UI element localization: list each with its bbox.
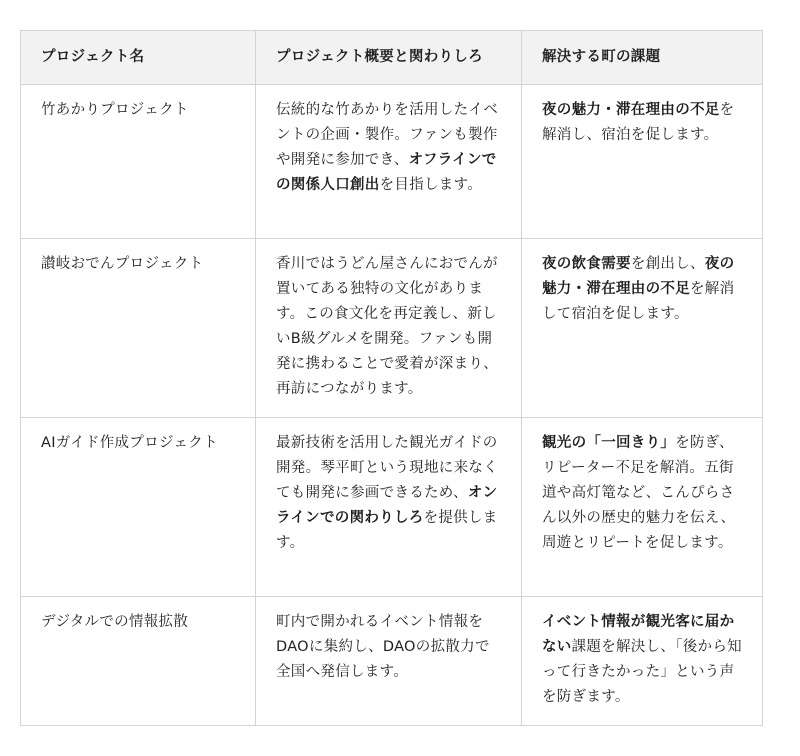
table-row [21, 85, 763, 239]
bold-text-segment: 夜の魅力・滞在理由の不足 [542, 102, 720, 118]
text-segment: を防ぎ、リピーター不足を解消。五街道や高灯篭など、こんぴらさん以外の歴史的魅力を伝え、周遊とリピートを促します。 [542, 435, 736, 551]
text-segment: 課題を解決し、「後から知って行きたかった」という声を防ぎます。 [542, 639, 742, 705]
table-row [21, 418, 763, 597]
table-row [21, 597, 763, 726]
bold-text-segment: 夜の魅力・滞在理由の不足 [542, 256, 735, 297]
text-segment: 最新技術を活用した観光ガイドの開発。琴平町という現地に来なくても開発に参画できるため、 [276, 435, 498, 501]
project-name-cell: 讃岐おでんプロジェクト [21, 239, 256, 418]
project-overview-cell [256, 418, 522, 597]
header-town-issue: 解決する町の課題 [522, 31, 763, 85]
bold-text-segment: 観光の「一回きり」 [542, 435, 676, 451]
text-segment: を提供します。 [276, 510, 498, 551]
bold-text-segment: 夜の飲食需要 [542, 256, 631, 272]
bold-text-segment: オンラインでの関わりしろ [276, 485, 498, 526]
project-name-cell: 竹あかりプロジェクト [21, 85, 256, 239]
project-overview-cell [256, 239, 522, 418]
bold-text-segment: オフラインでの関係人口創出 [276, 152, 497, 193]
project-overview-cell [256, 85, 522, 239]
town-issue-cell [522, 85, 763, 239]
text-segment: を解消して宿泊を促します。 [542, 281, 735, 322]
table-row [21, 239, 763, 418]
town-issue-cell [522, 597, 763, 726]
text-segment: を創出し、 [630, 256, 705, 272]
header-project-name: プロジェクト名 [21, 31, 256, 85]
project-table-container [20, 30, 762, 726]
town-issue-cell [522, 418, 763, 597]
text-segment: 町内で開かれるイベント情報をDAOに集約し、DAOの拡散力で全国へ発信します。 [276, 614, 490, 680]
text-segment: 香川ではうどん屋さんにおでんが置いてある独特の文化があります。この食文化を再定義し、新しいB級グルメを開発。ファンも開発に携わることで愛着が深まり、再訪につながります。 [276, 256, 498, 397]
bold-text-segment: イベント情報が観光客に届かない [542, 614, 735, 655]
project-table [20, 30, 763, 726]
town-issue-cell [522, 239, 763, 418]
text-segment: を解消し、宿泊を促します。 [542, 102, 735, 143]
project-name-cell: AIガイド作成プロジェクト [21, 418, 256, 597]
project-name-cell: デジタルでの情報拡散 [21, 597, 256, 726]
text-segment: を目指します。 [379, 177, 483, 193]
text-segment: 伝統的な竹あかりを活用したイベントの企画・製作。ファンも製作や開発に参加でき、 [276, 102, 498, 168]
project-overview-cell [256, 597, 522, 726]
table-header-row [21, 31, 763, 85]
header-project-overview: プロジェクト概要と関わりしろ [256, 31, 522, 85]
